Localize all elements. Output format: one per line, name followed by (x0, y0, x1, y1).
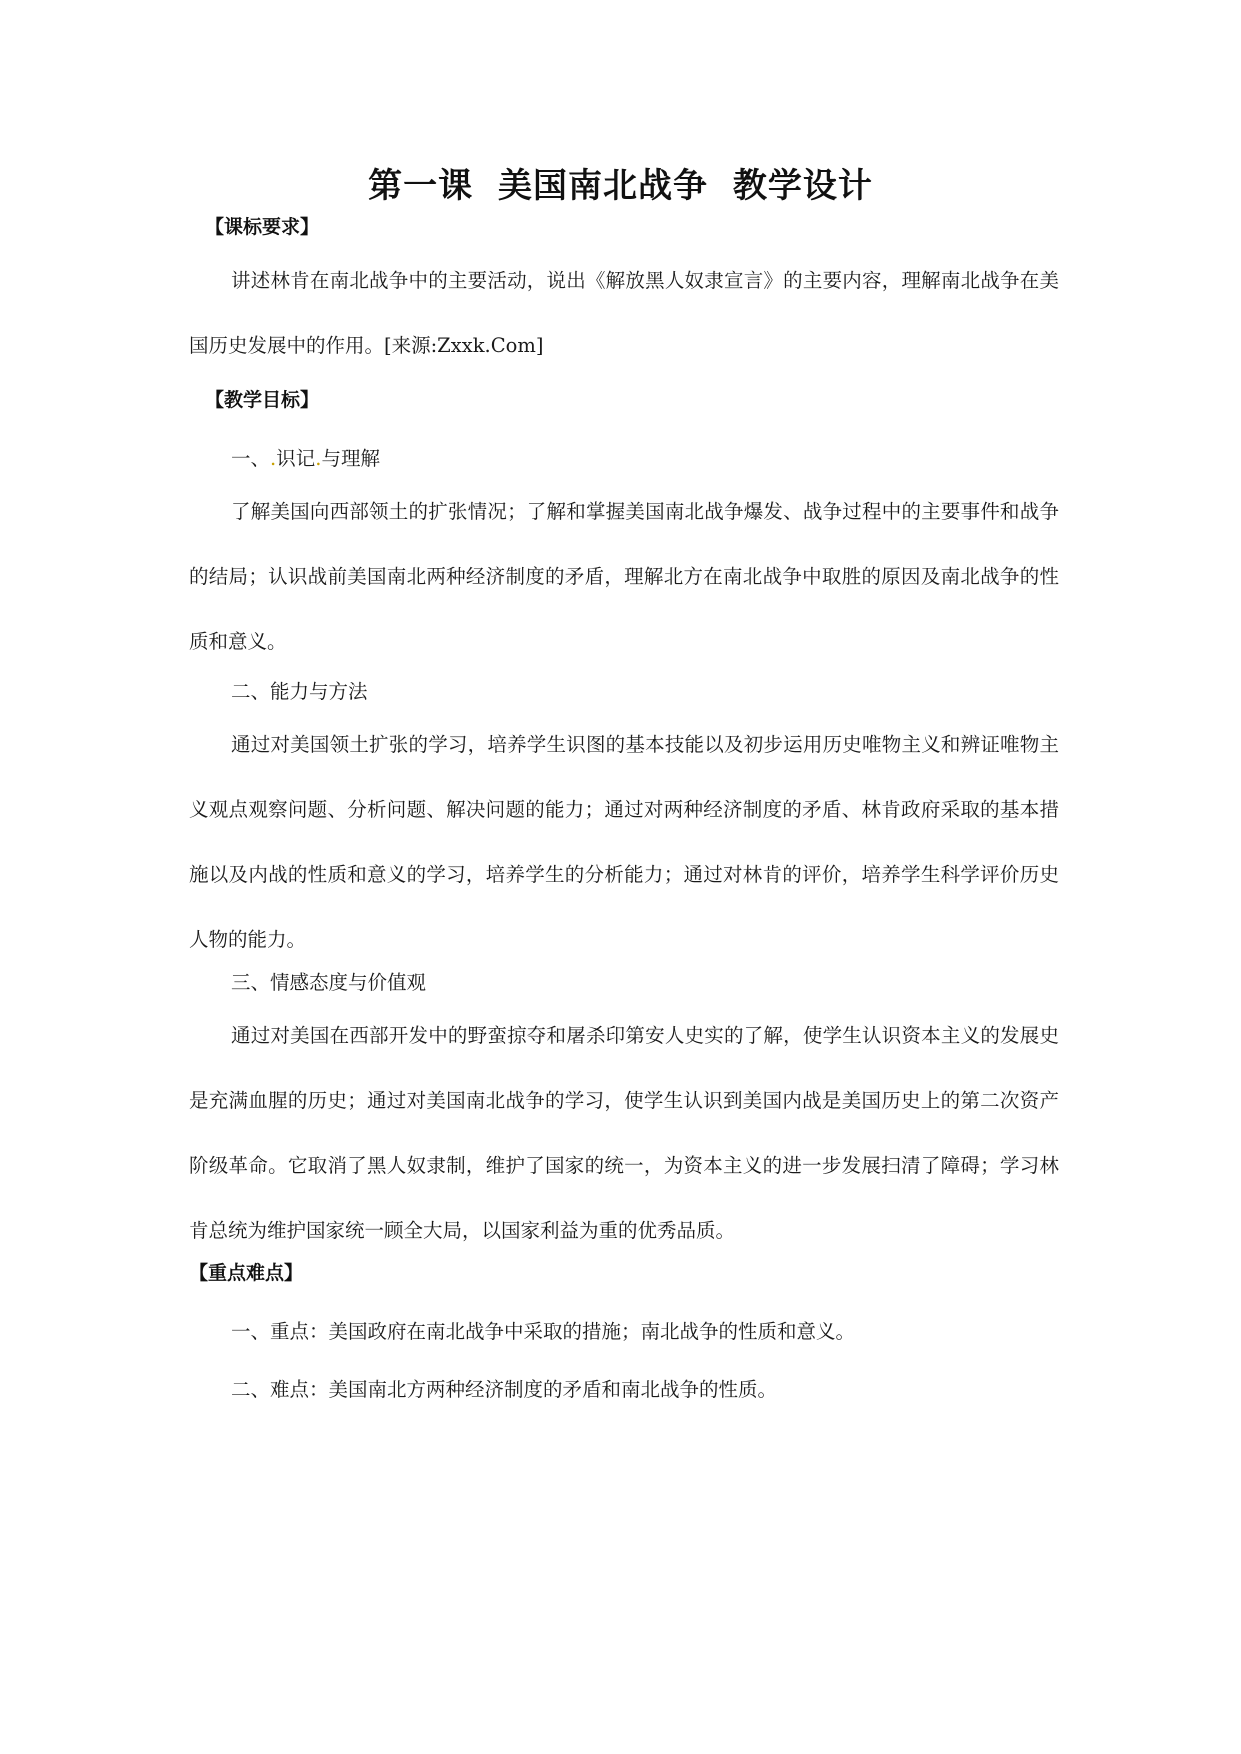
section-heading-objectives: 【教学目标】 (205, 389, 320, 411)
objective-1-label-a: 识记 (276, 447, 316, 470)
section-heading-curriculum: 【课标要求】 (205, 216, 320, 238)
difficult-point-text: 二、难点：美国南北方两种经济制度的矛盾和南北战争的性质。 (231, 1378, 778, 1401)
objective-2-text: 通过对美国领土扩张的学习，培养学生识图的基本技能以及初步运用历史唯物主义和辨证唯物主义观点观察问题、分析问题、解决问题的能力；通过对两种经济制度的矛盾、林肯政府采取的基本措施以及内战的性质和意义的学习，培养学生的分析能力；通过对林肯的评价，培养学生科学评价历史人物的能力。 (189, 733, 1059, 951)
section-heading-key-points: 【重点难点】 (189, 1262, 304, 1284)
objective-1-dot: . (270, 447, 277, 470)
key-point-text: 一、重点：美国政府在南北战争中采取的措施；南北战争的性质和意义。 (231, 1320, 856, 1343)
objective-1-dot-2: . (315, 447, 322, 470)
objective-2-heading: 二、能力与方法 (231, 680, 368, 703)
objective-1-text: 了解美国向西部领土的扩张情况；了解和掌握美国南北战争爆发、战争过程中的主要事件和战争的结局；认识战前美国南北两种经济制度的矛盾，理解北方在南北战争中取胜的原因及南北战争的性质和意义。 (189, 500, 1059, 653)
objective-1-label-b: 与理解 (321, 447, 380, 470)
curriculum-text: 讲述林肯在南北战争中的主要活动，说出《解放黑人奴隶宣言》的主要内容，理解南北战争在美国历史发展中的作用。[来源:Zxxk.Com] (189, 269, 1059, 357)
objective-1-prefix: 一、 (231, 447, 271, 470)
objective-3-heading: 三、情感态度与价值观 (231, 971, 427, 994)
objective-1-heading (231, 443, 380, 471)
page-title: 第一课 美国南北战争 教学设计 (368, 166, 873, 206)
objective-3-text: 通过对美国在西部开发中的野蛮掠夺和屠杀印第安人史实的了解，使学生认识资本主义的发展史是充满血腥的历史；通过对美国南北战争的学习，使学生认识到美国内战是美国历史上的第二次资产阶级革命。它取消了黑人奴隶制，维护了国家的统一，为资本主义的进一步发展扫清了障碍；学习林肯总统为维护国家统一顾全大局，以国家利益为重的优秀品质。 (189, 1024, 1059, 1242)
